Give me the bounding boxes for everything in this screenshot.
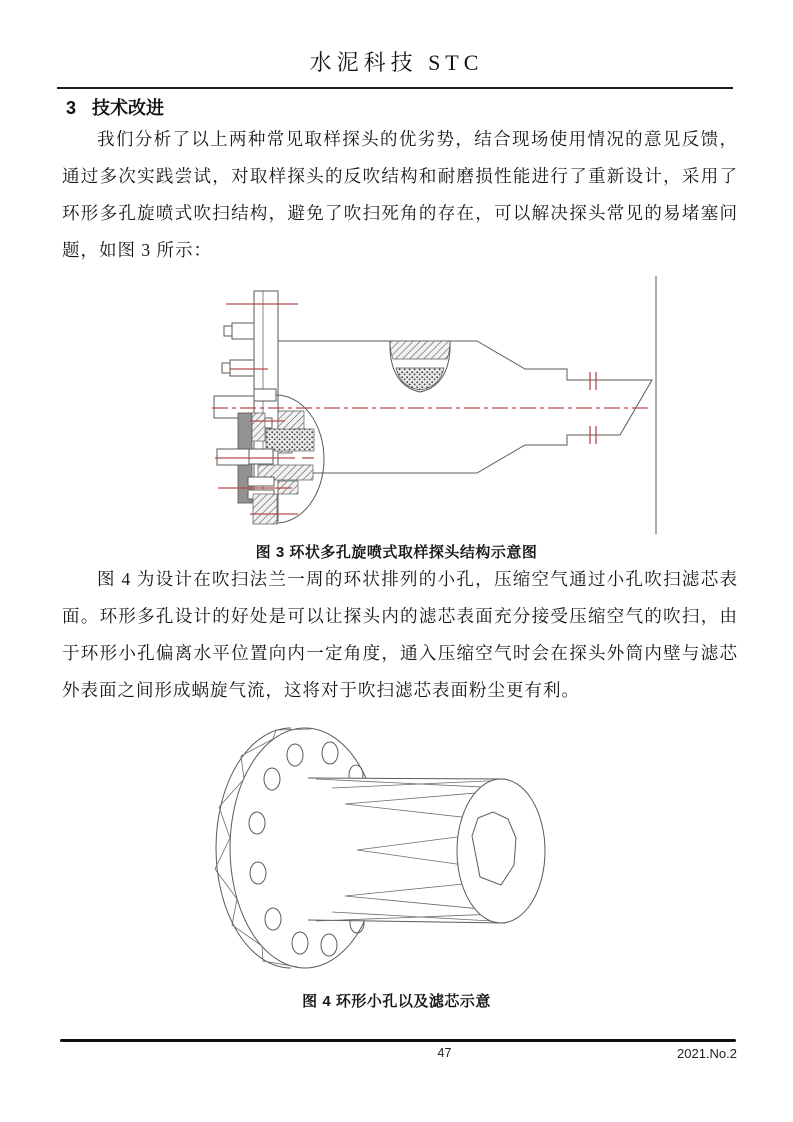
footer-divider [60,1039,736,1042]
lower-stud [217,449,249,465]
bolt-2 [230,360,254,376]
probe-body-outline [278,341,652,473]
filter-bowl-hatch [390,341,450,359]
bolt-1-head [224,326,232,336]
bolt-2-head [222,363,230,373]
section-number: 3 [66,98,77,118]
figure3-caption: 图 3 环状多孔旋喷式取样探头结构示意图 [255,544,538,561]
bolt-1 [232,323,254,339]
flange-foot-hatch [253,494,277,524]
figure3-probe-structure-drawing [186,271,666,539]
filter-bowl-media [396,368,444,390]
paragraph-probe-redesign: 我们分析了以上两种常见取样探头的优劣势，结合现场使用情况的意见反馈，通过多次实践尝试，对取样探头的反吹结构和耐磨损性能进行了重新设计，采用了环形多孔旋喷式吹扫结构，避免了吹扫死角的存在，可以解决探头常见的易堵塞问题，如图 3 所示： [62,129,738,260]
nozzle-block [248,449,273,464]
footer-page-number: 47 [437,1046,452,1060]
footer-issue-number: 2021.No.2 [677,1046,737,1061]
journal-title: 水泥科技 STC [309,50,484,75]
header-divider [57,87,733,89]
filter-end-cap [457,779,545,923]
figure4-caption: 图 4 环形小孔以及滤芯示意 [302,993,491,1010]
section-title: 技术改进 [92,98,165,118]
step-block-upper [254,389,276,401]
section-heading [66,94,164,120]
bolt-3 [248,477,274,486]
paragraph-ring-holes: 图 4 为设计在吹扫法兰一周的环状排列的小孔，压缩空气通过小孔吹扫滤芯表面。环形多孔设计的好处是可以让探头内的滤芯表面充分接受压缩空气的吹扫，由于环形小孔偏离水平位置向内一定角度，通入压缩空气时会在探头外筒内壁与滤芯外表面之间形成蜗旋气流，这将对于吹扫滤芯表面粉尘更有利。 [62,569,738,700]
figure4-flange-filter-drawing [205,712,585,984]
filter-media-band [266,429,314,451]
hatch-step-left [252,413,265,441]
